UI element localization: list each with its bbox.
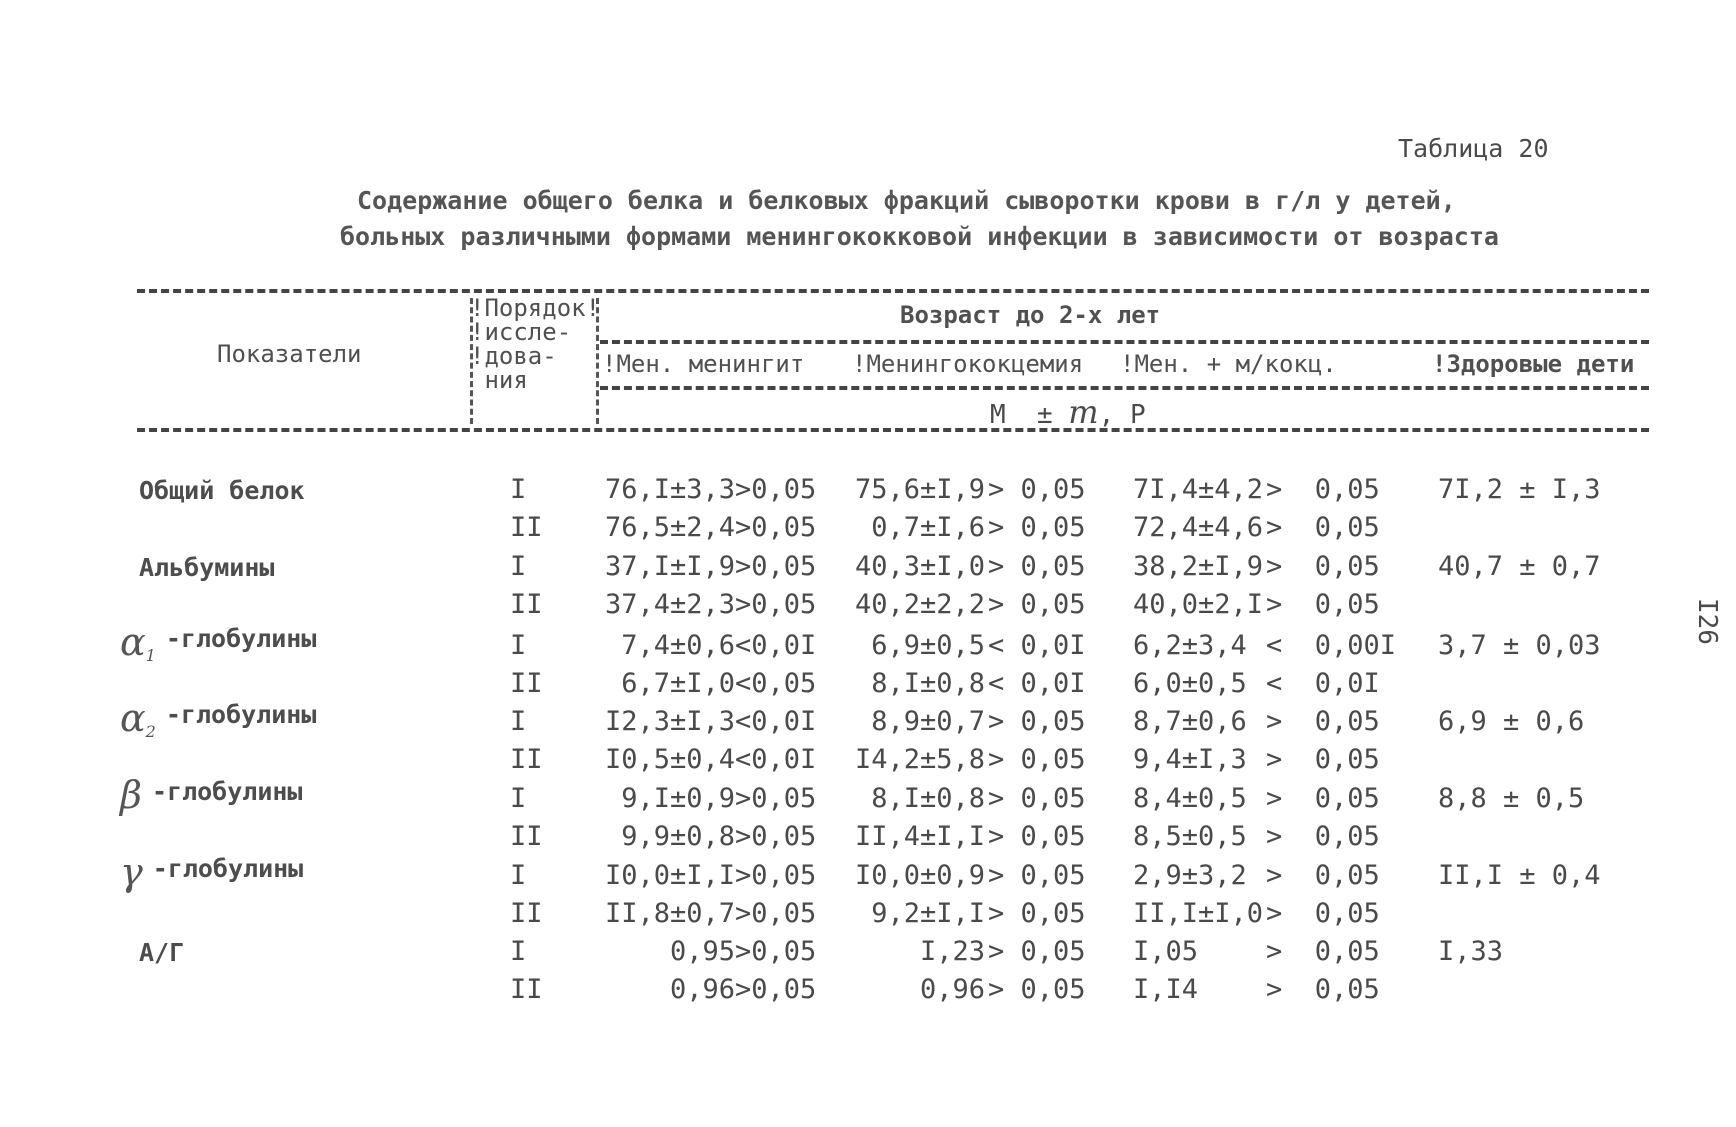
cell-order: I	[510, 860, 527, 891]
greek-subscript: 2	[145, 722, 156, 741]
cell-p1: >0,05	[735, 936, 817, 967]
cell-c4: 40,7 ± 0,7	[1438, 551, 1601, 582]
cell-c3: I,05	[1133, 936, 1199, 967]
cell-p2: > 0,05	[988, 783, 1086, 814]
row-label: γ -глобулины	[120, 850, 304, 894]
cell-p1: >0,05	[735, 860, 817, 891]
cell-p2: > 0,05	[988, 589, 1086, 620]
cell-c3: 2,9±3,2	[1133, 860, 1247, 891]
cell-p3: > 0,05	[1266, 512, 1380, 543]
cell-c1: II,8±0,7	[604, 898, 735, 929]
cell-c2: 40,3±I,0	[854, 551, 985, 582]
cell-c3: 38,2±I,9	[1133, 551, 1264, 582]
table-caption: Таблица 20	[1398, 134, 1549, 163]
cell-c4: I,33	[1438, 936, 1504, 967]
cell-c3: 40,0±2,I	[1133, 589, 1264, 620]
cell-c2: 9,2±I,I	[871, 898, 985, 929]
cell-p2: > 0,05	[988, 898, 1086, 929]
cell-c2: I,23	[919, 936, 985, 967]
cell-p2: > 0,05	[988, 860, 1086, 891]
cell-c2: 8,I±0,8	[871, 668, 985, 699]
cell-p3: > 0,05	[1266, 974, 1380, 1005]
cell-order: II	[510, 821, 543, 852]
cell-p1: >0,05	[735, 821, 817, 852]
cell-p1: >0,05	[735, 974, 817, 1005]
greek-symbol: γ	[120, 850, 143, 894]
cell-c3: 8,5±0,5	[1133, 821, 1247, 852]
header-indicators: Показатели	[217, 340, 362, 368]
cell-p3: < 0,00I	[1266, 630, 1397, 661]
cell-order: I	[510, 551, 527, 582]
cell-order: I	[510, 630, 527, 661]
cell-order: I	[510, 706, 527, 737]
row-label: $\alpha_1$-глобулины	[120, 620, 317, 665]
cell-p1: <0,0I	[735, 706, 817, 737]
greek-subscript: 1	[145, 646, 156, 665]
header-order: !Порядок! !иссле- !дова- ния	[470, 294, 601, 394]
cell-c4: 7I,2 ± I,3	[1438, 474, 1601, 505]
cell-c4: 8,8 ± 0,5	[1438, 783, 1585, 814]
header-col-meningitis: !Мен. менингит	[602, 350, 805, 378]
header-col-mixed: !Мен. + м/кокц.	[1120, 350, 1337, 378]
cell-p2: > 0,05	[988, 512, 1086, 543]
cell-c2: 0,96	[919, 974, 985, 1005]
cell-order: II	[510, 512, 543, 543]
cell-p3: > 0,05	[1266, 589, 1380, 620]
row-label: β -глобулины	[120, 773, 303, 817]
cell-order: II	[510, 744, 543, 775]
cell-p2: > 0,05	[988, 551, 1086, 582]
cell-c3: 8,7±0,6	[1133, 706, 1247, 737]
cell-order: II	[510, 668, 543, 699]
cell-p1: >0,05	[735, 783, 817, 814]
cell-p2: > 0,05	[988, 974, 1086, 1005]
cell-c3: 72,4±4,6	[1133, 512, 1264, 543]
cell-c3: 9,4±I,3	[1133, 744, 1247, 775]
header-age-group: Возраст до 2-х лет	[900, 301, 1161, 329]
cell-p3: > 0,05	[1266, 744, 1380, 775]
cell-c3: 6,2±3,4	[1133, 630, 1247, 661]
cell-c4: 3,7 ± 0,03	[1438, 630, 1601, 661]
cell-c2: II,4±I,I	[854, 821, 985, 852]
cell-c3: II,I±I,0	[1133, 898, 1264, 929]
cell-c1: 9,9±0,8	[621, 821, 735, 852]
cell-p3: > 0,05	[1266, 860, 1380, 891]
cell-p2: < 0,0I	[988, 668, 1086, 699]
cell-c1: 76,5±2,4	[604, 512, 735, 543]
cell-c2: 75,6±I,9	[854, 474, 985, 505]
header-bottom-rule	[137, 428, 1649, 432]
row-label: $\alpha_2$-глобулины	[120, 696, 317, 741]
cell-c1: I0,0±I,I	[604, 860, 735, 891]
cell-order: I	[510, 936, 527, 967]
cell-c3: 6,0±0,5	[1133, 668, 1247, 699]
cell-p3: > 0,05	[1266, 474, 1380, 505]
header-stat: M ± m, P	[990, 393, 1146, 431]
cell-c2: 8,I±0,8	[871, 783, 985, 814]
cell-p3: > 0,05	[1266, 821, 1380, 852]
cell-p3: > 0,05	[1266, 898, 1380, 929]
cell-p1: >0,05	[735, 589, 817, 620]
cell-c2: I0,0±0,9	[854, 860, 985, 891]
cell-c1: 6,7±I,0	[621, 668, 735, 699]
cell-p1: >0,05	[735, 474, 817, 505]
cell-order: I	[510, 783, 527, 814]
cell-p1: <0,0I	[735, 744, 817, 775]
cell-p3: > 0,05	[1266, 936, 1380, 967]
cell-c2: 40,2±2,2	[854, 589, 985, 620]
greek-symbol: β	[120, 773, 142, 817]
cell-c1: 76,I±3,3	[604, 474, 735, 505]
cell-c1: 0,96	[669, 974, 735, 1005]
cell-c2: 8,9±0,7	[871, 706, 985, 737]
cell-order: II	[510, 974, 543, 1005]
cell-p1: >0,05	[735, 551, 817, 582]
row-label: Альбумины	[139, 553, 275, 582]
cell-order: I	[510, 474, 527, 505]
cell-c1: I2,3±I,3	[604, 706, 735, 737]
cell-p3: > 0,05	[1266, 706, 1380, 737]
cell-p3: > 0,05	[1266, 551, 1380, 582]
cell-order: II	[510, 589, 543, 620]
cell-c4: II,I ± 0,4	[1438, 860, 1601, 891]
cell-p2: < 0,0I	[988, 630, 1086, 661]
row-label: А/Г	[139, 938, 185, 967]
page-number: I26	[1692, 598, 1722, 645]
cell-c3: I,I4	[1133, 974, 1199, 1005]
greek-symbol: α	[120, 620, 146, 664]
table-title-line1: Содержание общего белка и белковых фракций сыворотки крови в г/л у детей,	[357, 186, 1456, 215]
header-mid-rule-2	[600, 386, 1649, 390]
cell-c2: 6,9±0,5	[871, 630, 985, 661]
cell-p1: >0,05	[735, 512, 817, 543]
cell-c4: 6,9 ± 0,6	[1438, 706, 1585, 737]
cell-order: II	[510, 898, 543, 929]
cell-p1: <0,0I	[735, 630, 817, 661]
cell-p3: < 0,0I	[1266, 668, 1380, 699]
cell-c1: 37,4±2,3	[604, 589, 735, 620]
greek-symbol: α	[120, 696, 146, 740]
cell-c2: 0,7±I,6	[871, 512, 985, 543]
cell-p2: > 0,05	[988, 821, 1086, 852]
cell-c1: 37,I±I,9	[604, 551, 735, 582]
row-label: Общий белок	[139, 476, 305, 505]
cell-p3: > 0,05	[1266, 783, 1380, 814]
header-col-meningococcemia: !Менингококцемия	[852, 350, 1084, 378]
cell-c1: 7,4±0,6	[621, 630, 735, 661]
cell-p1: >0,05	[735, 898, 817, 929]
header-top-rule	[137, 289, 1649, 293]
header-mid-rule-1	[600, 340, 1649, 344]
cell-c2: I4,2±5,8	[854, 744, 985, 775]
cell-p1: <0,05	[735, 668, 817, 699]
cell-p2: > 0,05	[988, 474, 1086, 505]
cell-p2: > 0,05	[988, 936, 1086, 967]
cell-c3: 8,4±0,5	[1133, 783, 1247, 814]
cell-c1: 9,I±0,9	[621, 783, 735, 814]
cell-p2: > 0,05	[988, 744, 1086, 775]
cell-c3: 7I,4±4,2	[1133, 474, 1264, 505]
header-col-healthy: !Здоровые дети	[1432, 350, 1635, 378]
cell-c1: I0,5±0,4	[604, 744, 735, 775]
cell-c1: 0,95	[669, 936, 735, 967]
cell-p2: > 0,05	[988, 706, 1086, 737]
table-title-line2: больных различными формами менингококковой инфекции в зависимости от возраста	[340, 222, 1499, 251]
